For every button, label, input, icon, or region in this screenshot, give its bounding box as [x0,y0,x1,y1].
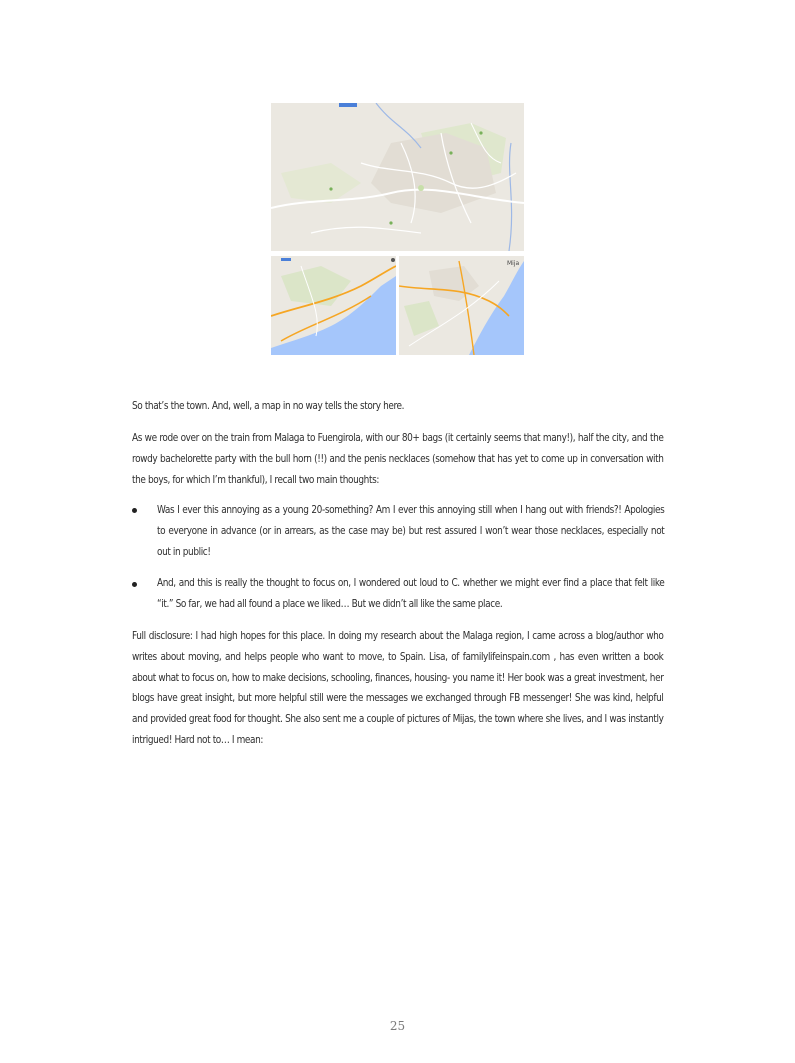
bullet-text: And, and this is really the thought to focus on, I wondered out loud to C. whether we might ever find a place that felt like “it.” So far, we had all found a place we liked… But we didn’t all like the same place. [157,577,665,610]
bullet-icon [132,582,137,587]
map-mijas-town-graphic [271,103,524,251]
bullet-text: Was I ever this annoying as a young 20-something? Am I ever this annoying still when I hang out with friends?! Apologies to everyone in advance (or in arrears, as the case may be) but rest assured I won’t wear those necklaces, especially not out in public! [157,504,665,558]
bullet-icon [132,508,137,513]
paragraph-intro: So that’s the town. And, well, a map in no way tells the story here. [132,400,405,412]
map-malaga-area [399,256,524,355]
map-coast-west [271,256,396,355]
paragraph-train: As we rode over on the train from Malaga to Fuengirola, with our 80+ bags (it certainly seems that many!), half the city, and the rowdy bachelorette party with the bull horn (!!) and the penis necklaces (somehow that has yet to come up in conversation with the boys, for which I’m thankful), I recall two main thoughts: [132,432,664,486]
map-mijas-town [271,103,524,251]
map-coast-west-graphic [271,256,396,355]
paragraph-disclosure: Full disclosure: I had high hopes for this place. In doing my research about the Malaga region, I came across a blog/author who writes about moving, and helps people who want to move, to Spain. Lisa, of familylifeinspain.com , has even written a book about what to focus on, how to make decisions, schooling, finances, housing- you name it! Her book was a great investment, her blogs have great insight, but more helpful still were the messages we exchanged through FB messenger! She was kind, helpful and provided great food for thought. She also sent me a couple of pictures of Mijas, the town where she lives, and I was instantly intrigued! Hard not to… I mean: [132,630,664,746]
map-corner-label: Mija [507,260,520,267]
page-number: 25 [389,1019,406,1033]
map-malaga-area-graphic [399,256,524,355]
